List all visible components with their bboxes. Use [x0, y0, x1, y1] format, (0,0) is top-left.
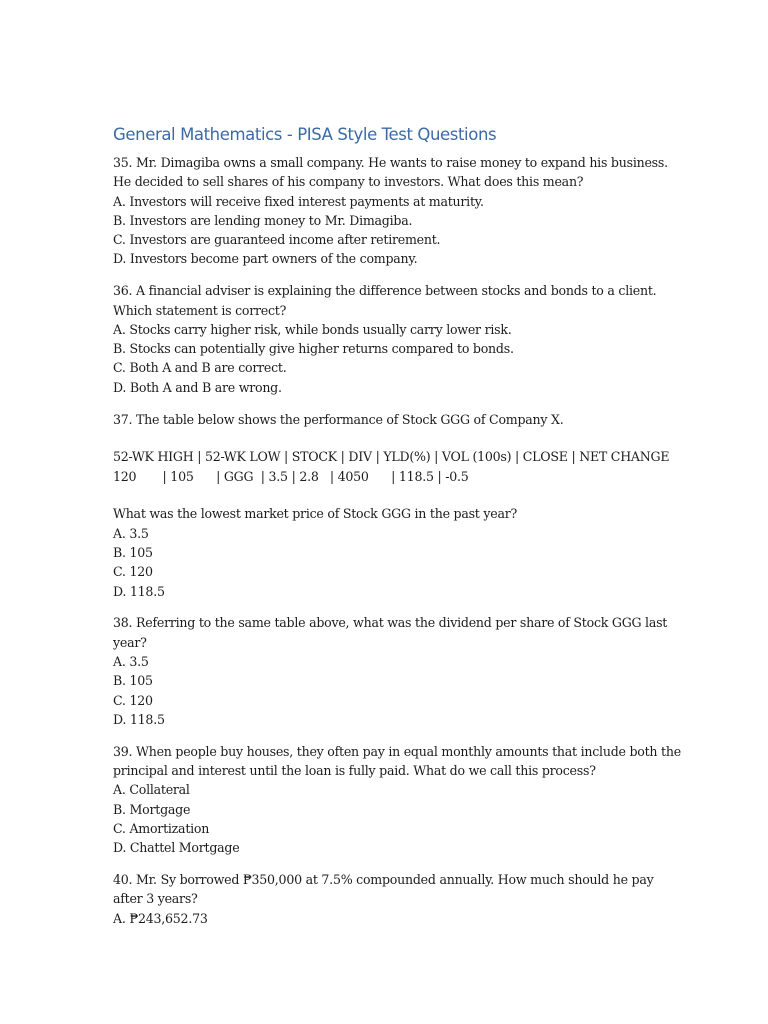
answer-option: C. Amortization — [113, 820, 210, 836]
document-page — [113, 124, 713, 928]
answer-option: B. Mortgage — [113, 801, 191, 817]
answer-option: A. ₱243,652.73 — [113, 910, 208, 926]
question-40 — [113, 870, 713, 928]
question-36 — [113, 281, 713, 397]
spacer — [113, 601, 713, 614]
question-stem: He decided to sell shares of his company to investors. What does this mean? — [113, 174, 584, 190]
spacer — [113, 269, 713, 282]
answer-option: D. Investors become part owners of the company. — [113, 251, 418, 267]
spacer — [113, 397, 713, 410]
answer-option: A. 3.5 — [113, 525, 149, 541]
question-37 — [113, 410, 713, 601]
stock-table-row: 120 | 105 | GGG | 3.5 | 2.8 | 4050 | 118.5 | -0.5 — [113, 468, 469, 484]
question-stem: 39. When people buy houses, they often pay in equal monthly amounts that include both the — [113, 743, 681, 759]
question-stem: 38. Referring to the same table above, what was the dividend per share of Stock GGG last — [113, 615, 668, 631]
answer-option: C. 120 — [113, 692, 153, 708]
question-prompt: What was the lowest market price of Stock GGG in the past year? — [113, 506, 517, 522]
answer-option: A. Stocks carry higher risk, while bonds usually carry lower risk. — [113, 321, 512, 337]
question-stem: after 3 years? — [113, 891, 198, 907]
question-stem: 35. Mr. Dimagiba owns a small company. He wants to raise money to expand his business. — [113, 155, 668, 170]
spacer — [113, 429, 713, 448]
question-stem: 36. A financial adviser is explaining the difference between stocks and bonds to a client. — [113, 283, 657, 299]
question-stem: 40. Mr. Sy borrowed ₱350,000 at 7.5% compounded annually. How much should he pay — [113, 872, 654, 887]
answer-option: B. 105 — [113, 673, 153, 689]
answer-option: A. Investors will receive fixed interest payments at maturity. — [113, 193, 484, 209]
answer-option: B. 105 — [113, 545, 153, 561]
question-stem: 37. The table below shows the performance of Stock GGG of Company X. — [113, 411, 564, 427]
answer-option: D. Both A and B are wrong. — [113, 379, 282, 395]
answer-option: D. Chattel Mortgage — [113, 840, 240, 856]
question-35 — [113, 153, 713, 269]
answer-option: B. Investors are lending money to Mr. Dimagiba. — [113, 212, 413, 228]
question-38 — [113, 613, 713, 729]
answer-option: D. 118.5 — [113, 711, 165, 727]
question-stem: Which statement is correct? — [113, 302, 287, 318]
stock-table-header: 52-WK HIGH | 52-WK LOW | STOCK | DIV | YLD(%) | VOL (100s) | CLOSE | NET CHANGE — [113, 449, 670, 465]
spacer — [113, 729, 713, 742]
answer-option: C. 120 — [113, 564, 153, 580]
document-title: General Mathematics - PISA Style Test Questions — [113, 125, 497, 144]
spacer — [113, 858, 713, 871]
spacer — [113, 486, 713, 505]
question-stem: year? — [113, 634, 147, 650]
question-39 — [113, 742, 713, 858]
answer-option: A. Collateral — [113, 782, 190, 798]
answer-option: D. 118.5 — [113, 583, 165, 599]
answer-option: B. Stocks can potentially give higher returns compared to bonds. — [113, 341, 514, 357]
answer-option: A. 3.5 — [113, 654, 149, 670]
question-stem: principal and interest until the loan is fully paid. What do we call this process? — [113, 763, 596, 779]
answer-option: C. Investors are guaranteed income after retirement. — [113, 232, 441, 248]
answer-option: C. Both A and B are correct. — [113, 360, 287, 376]
